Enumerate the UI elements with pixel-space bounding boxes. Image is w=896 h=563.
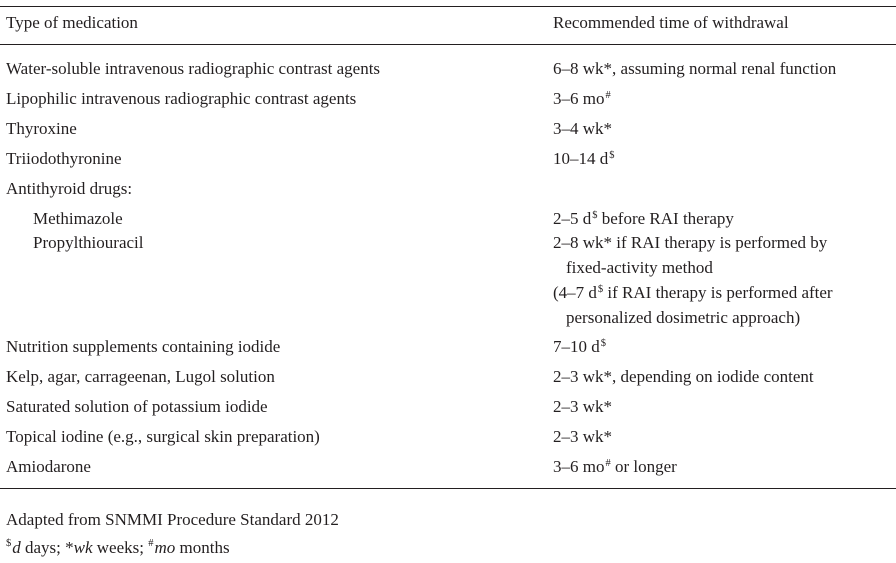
header-medication: Type of medication — [6, 13, 138, 32]
table-cell-medication: Nutrition supplements containing iodide — [6, 337, 281, 356]
table-cell-withdrawal-extra: (4–7 d$ if RAI therapy is performed after — [553, 283, 833, 302]
table-cell-medication: Triiodothyronine — [6, 149, 122, 168]
table-cell-medication: Thyroxine — [6, 119, 77, 138]
table-cell-withdrawal-continuation: fixed-activity method — [566, 258, 713, 277]
table-cell-medication: Lipophilic intravenous radiographic contrast agents — [6, 89, 357, 108]
table-cell-withdrawal: 3–6 mo# — [553, 89, 611, 108]
table-cell-withdrawal: 6–8 wk*, assuming normal renal function — [553, 59, 837, 78]
table-cell-withdrawal-continuation: personalized dosimetric approach) — [566, 308, 801, 327]
table-cell-medication: Propylthiouracil — [33, 233, 144, 252]
table-cell-withdrawal: 2–3 wk* — [553, 427, 613, 446]
table-cell-medication: Water-soluble intravenous radiographic contrast agents — [6, 59, 381, 78]
table-cell-withdrawal: 2–8 wk* if RAI therapy is performed by — [553, 233, 828, 252]
table-source-note: Adapted from SNMMI Procedure Standard 2012 — [6, 510, 339, 529]
table-header-rule — [0, 44, 896, 45]
table-cell-withdrawal: 3–4 wk* — [553, 119, 613, 138]
table-cell-withdrawal: 2–5 d$ before RAI therapy — [553, 209, 734, 228]
table-cell-medication: Topical iodine (e.g., surgical skin preparation) — [6, 427, 320, 446]
table-cell-medication: Kelp, agar, carrageenan, Lugol solution — [6, 367, 275, 386]
table-cell-medication: Methimazole — [33, 209, 123, 228]
table-cell-withdrawal: 2–3 wk* — [553, 397, 613, 416]
table-bottom-rule — [0, 488, 896, 489]
table-cell-medication: Antithyroid drugs: — [6, 179, 133, 198]
table-cell-medication: Saturated solution of potassium iodide — [6, 397, 268, 416]
table-cell-medication: Amiodarone — [6, 457, 91, 476]
table-top-rule — [0, 6, 896, 7]
table-cell-withdrawal: 2–3 wk*, depending on iodide content — [553, 367, 814, 386]
table-cell-withdrawal: 7–10 d$ — [553, 337, 606, 356]
header-withdrawal: Recommended time of withdrawal — [553, 13, 789, 32]
table-abbreviation-note: $d days; *wk weeks; #mo months — [6, 538, 230, 557]
table-cell-withdrawal: 10–14 d$ — [553, 149, 615, 168]
table-cell-withdrawal: 3–6 mo# or longer — [553, 457, 677, 476]
